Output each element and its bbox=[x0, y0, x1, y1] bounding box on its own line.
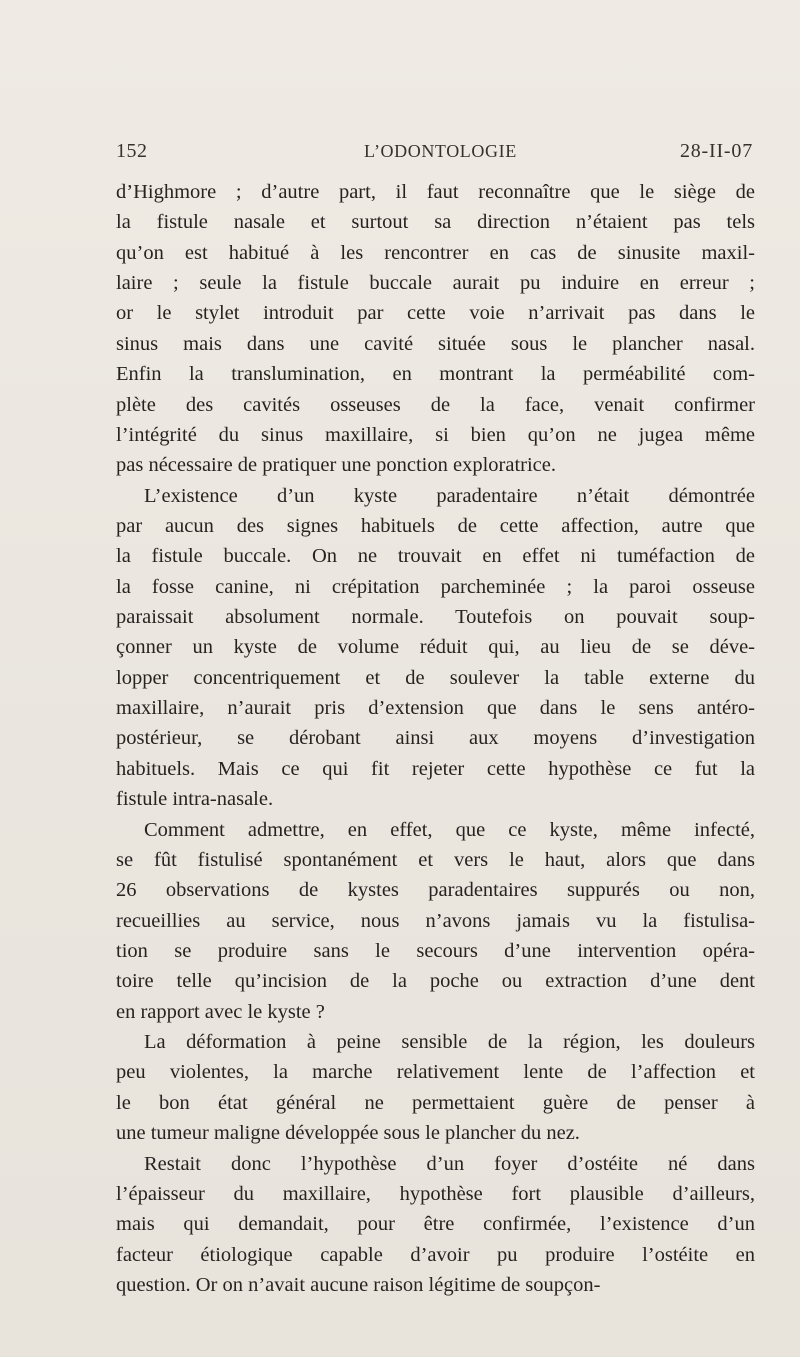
text-line: Enfin la translumination, en montrant la perméabilité com- bbox=[116, 363, 755, 386]
text-line: lopper concentriquement et de soulever la table externe du bbox=[116, 666, 755, 689]
text-line: une tumeur maligne développée sous le plancher du nez. bbox=[116, 1122, 580, 1145]
running-title: L’ODONTOLOGIE bbox=[364, 141, 517, 161]
issue-date: 28-II-07 bbox=[679, 140, 753, 162]
text-line: la fistule nasale et surtout sa direction n’étaient pas tels bbox=[116, 211, 755, 234]
text-line: maxillaire, n’aurait pris d’extension que dans le sens antéro- bbox=[116, 697, 755, 720]
text-line: recueillies au service, nous n’avons jamais vu la fistulisa- bbox=[116, 909, 755, 932]
text-line: La déformation à peine sensible de la région, les douleurs bbox=[144, 1031, 755, 1054]
text-line: L’existence d’un kyste paradentaire n’était démontrée bbox=[144, 484, 755, 507]
text-line: la fosse canine, ni crépitation parcheminée ; la paroi osseuse bbox=[116, 575, 755, 598]
text-line: l’épaisseur du maxillaire, hypothèse fort plausible d’ailleurs, bbox=[116, 1182, 755, 1205]
text-line: fistule intra-nasale. bbox=[116, 788, 274, 811]
text-line: laire ; seule la fistule buccale aurait pu induire en erreur ; bbox=[116, 272, 755, 295]
body-text bbox=[116, 177, 755, 1300]
text-line: or le stylet introduit par cette voie n’arrivait pas dans le bbox=[116, 302, 755, 325]
text-line: en rapport avec le kyste ? bbox=[116, 1000, 325, 1023]
text-line: Restait donc l’hypothèse d’un foyer d’ostéite né dans bbox=[144, 1152, 755, 1175]
text-line: 26 observations de kystes paradentaires suppurés ou non, bbox=[116, 879, 755, 902]
text-line: peu violentes, la marche relativement lente de l’affection et bbox=[116, 1061, 755, 1084]
text-line: mais qui demandait, pour être confirmée, l’existence d’un bbox=[116, 1213, 755, 1236]
text-line: l’intégrité du sinus maxillaire, si bien qu’on ne jugea même bbox=[116, 423, 755, 446]
text-line: pas nécessaire de pratiquer une ponction exploratrice. bbox=[116, 454, 556, 477]
text-line: paraissait absolument normale. Toutefois on pouvait soup- bbox=[116, 606, 755, 629]
text-line: par aucun des signes habituels de cette affection, autre que bbox=[116, 514, 755, 537]
page-header bbox=[116, 140, 753, 168]
text-line: d’Highmore ; d’autre part, il faut reconnaître que le siège de bbox=[116, 181, 755, 203]
page-number: 152 bbox=[116, 140, 148, 162]
text-line: question. Or on n’avait aucune raison légitime de soupçon- bbox=[116, 1273, 601, 1296]
text-line: qu’on est habitué à les rencontrer en cas de sinusite maxil- bbox=[116, 241, 755, 264]
text-line: çonner un kyste de volume réduit qui, au lieu de se déve- bbox=[116, 636, 755, 659]
text-line: toire telle qu’incision de la poche ou extraction d’une dent bbox=[116, 970, 755, 993]
text-line: la fistule buccale. On ne trouvait en effet ni tuméfaction de bbox=[116, 545, 755, 568]
text-line: tion se produire sans le secours d’une intervention opéra- bbox=[116, 939, 755, 962]
text-line: facteur étiologique capable d’avoir pu produire l’ostéite en bbox=[116, 1243, 755, 1266]
text-line: plète des cavités osseuses de la face, venait confirmer bbox=[116, 393, 755, 416]
text-line: se fût fistulisé spontanément et vers le haut, alors que dans bbox=[116, 848, 755, 871]
text-line: Comment admettre, en effet, que ce kyste, même infecté, bbox=[144, 818, 755, 841]
text-line: postérieur, se dérobant ainsi aux moyens d’investigation bbox=[116, 727, 755, 750]
text-line: le bon état général ne permettaient guère de penser à bbox=[116, 1091, 755, 1114]
text-line: habituels. Mais ce qui fit rejeter cette hypothèse ce fut la bbox=[116, 757, 755, 780]
text-line: sinus mais dans une cavité située sous le plancher nasal. bbox=[116, 332, 755, 355]
